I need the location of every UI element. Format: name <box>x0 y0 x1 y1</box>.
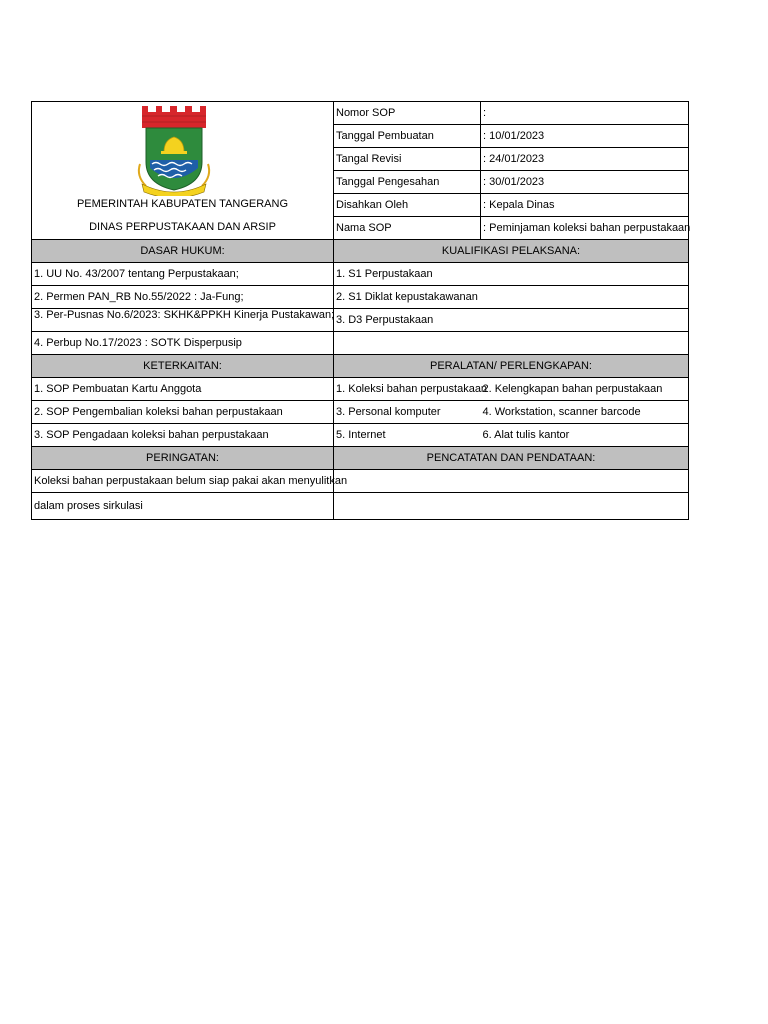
peralatan-item: 6. Alat tulis kantor <box>481 424 689 447</box>
pencatatan-empty-cell <box>334 470 689 493</box>
dasar-hukum-item-text: 3. Per-Pusnas No.6/2023: SKHK&PPKH Kinerja Pustakawan; <box>34 309 335 321</box>
meta-label: Disahkan Oleh <box>334 194 481 217</box>
meta-label: Tanggal Pengesahan <box>334 171 481 194</box>
peralatan-item: 1. Koleksi bahan perpustakaan <box>334 378 481 401</box>
section-title-dasar-hukum: DASAR HUKUM: <box>32 240 334 263</box>
dasar-hukum-item: 4. Perbup No.17/2023 : SOTK Disperpusip <box>32 332 334 355</box>
dasar-hukum-item: 2. Permen PAN_RB No.55/2022 : Ja-Fung; <box>32 286 334 309</box>
keterkaitan-item: 3. SOP Pengadaan koleksi bahan perpustakaan <box>32 424 334 447</box>
dasar-hukum-item <box>32 309 334 332</box>
peralatan-item: 3. Personal komputer <box>334 401 481 424</box>
peringatan-line: Koleksi bahan perpustakaan belum siap pakai akan menyulitkan <box>32 470 334 493</box>
sop-table <box>31 101 689 520</box>
meta-value: : Kepala Dinas <box>481 194 689 217</box>
peralatan-item: 2. Kelengkapan bahan perpustakaan <box>481 378 689 401</box>
meta-label: Tanggal Pembuatan <box>334 125 481 148</box>
pencatatan-empty-cell <box>334 493 689 520</box>
meta-value: : 24/01/2023 <box>481 148 689 171</box>
meta-value: : Peminjaman koleksi bahan perpustakaan <box>481 217 689 240</box>
section-title-peralatan: PERALATAN/ PERLENGKAPAN: <box>334 355 689 378</box>
section-title-kualifikasi: KUALIFIKASI PELAKSANA: <box>334 240 689 263</box>
meta-value: : 30/01/2023 <box>481 171 689 194</box>
kualifikasi-empty-cell <box>334 332 689 355</box>
kualifikasi-item: 1. S1 Perpustakaan <box>334 263 689 286</box>
keterkaitan-item: 2. SOP Pengembalian koleksi bahan perpustakaan <box>32 401 334 424</box>
peralatan-item: 5. Internet <box>334 424 481 447</box>
meta-label: Nama SOP <box>334 217 481 240</box>
kualifikasi-item: 3. D3 Perpustakaan <box>334 309 689 332</box>
peringatan-line: dalam proses sirkulasi <box>32 493 334 520</box>
dasar-hukum-item: 1. UU No. 43/2007 tentang Perpustakaan; <box>32 263 334 286</box>
section-title-peringatan: PERINGATAN: <box>32 447 334 470</box>
section-title-pencatatan: PENCATATAN DAN PENDATAAN: <box>334 447 689 470</box>
meta-value: : 10/01/2023 <box>481 125 689 148</box>
peralatan-item: 4. Workstation, scanner barcode <box>481 401 689 424</box>
org-line-1: PEMERINTAH KABUPATEN TANGERANG <box>76 198 289 210</box>
header-logo-cell <box>32 102 334 240</box>
meta-value: : <box>481 102 689 125</box>
section-title-keterkaitan: KETERKAITAN: <box>32 355 334 378</box>
kualifikasi-item: 2. S1 Diklat kepustakawanan <box>334 286 689 309</box>
meta-label: Tangal Revisi <box>334 148 481 171</box>
meta-label: Nomor SOP <box>334 102 481 125</box>
keterkaitan-item: 1. SOP Pembuatan Kartu Anggota <box>32 378 334 401</box>
kabupaten-tangerang-emblem <box>134 104 214 196</box>
org-line-2: DINAS PERPUSTAKAAN DAN ARSIP <box>89 221 276 233</box>
